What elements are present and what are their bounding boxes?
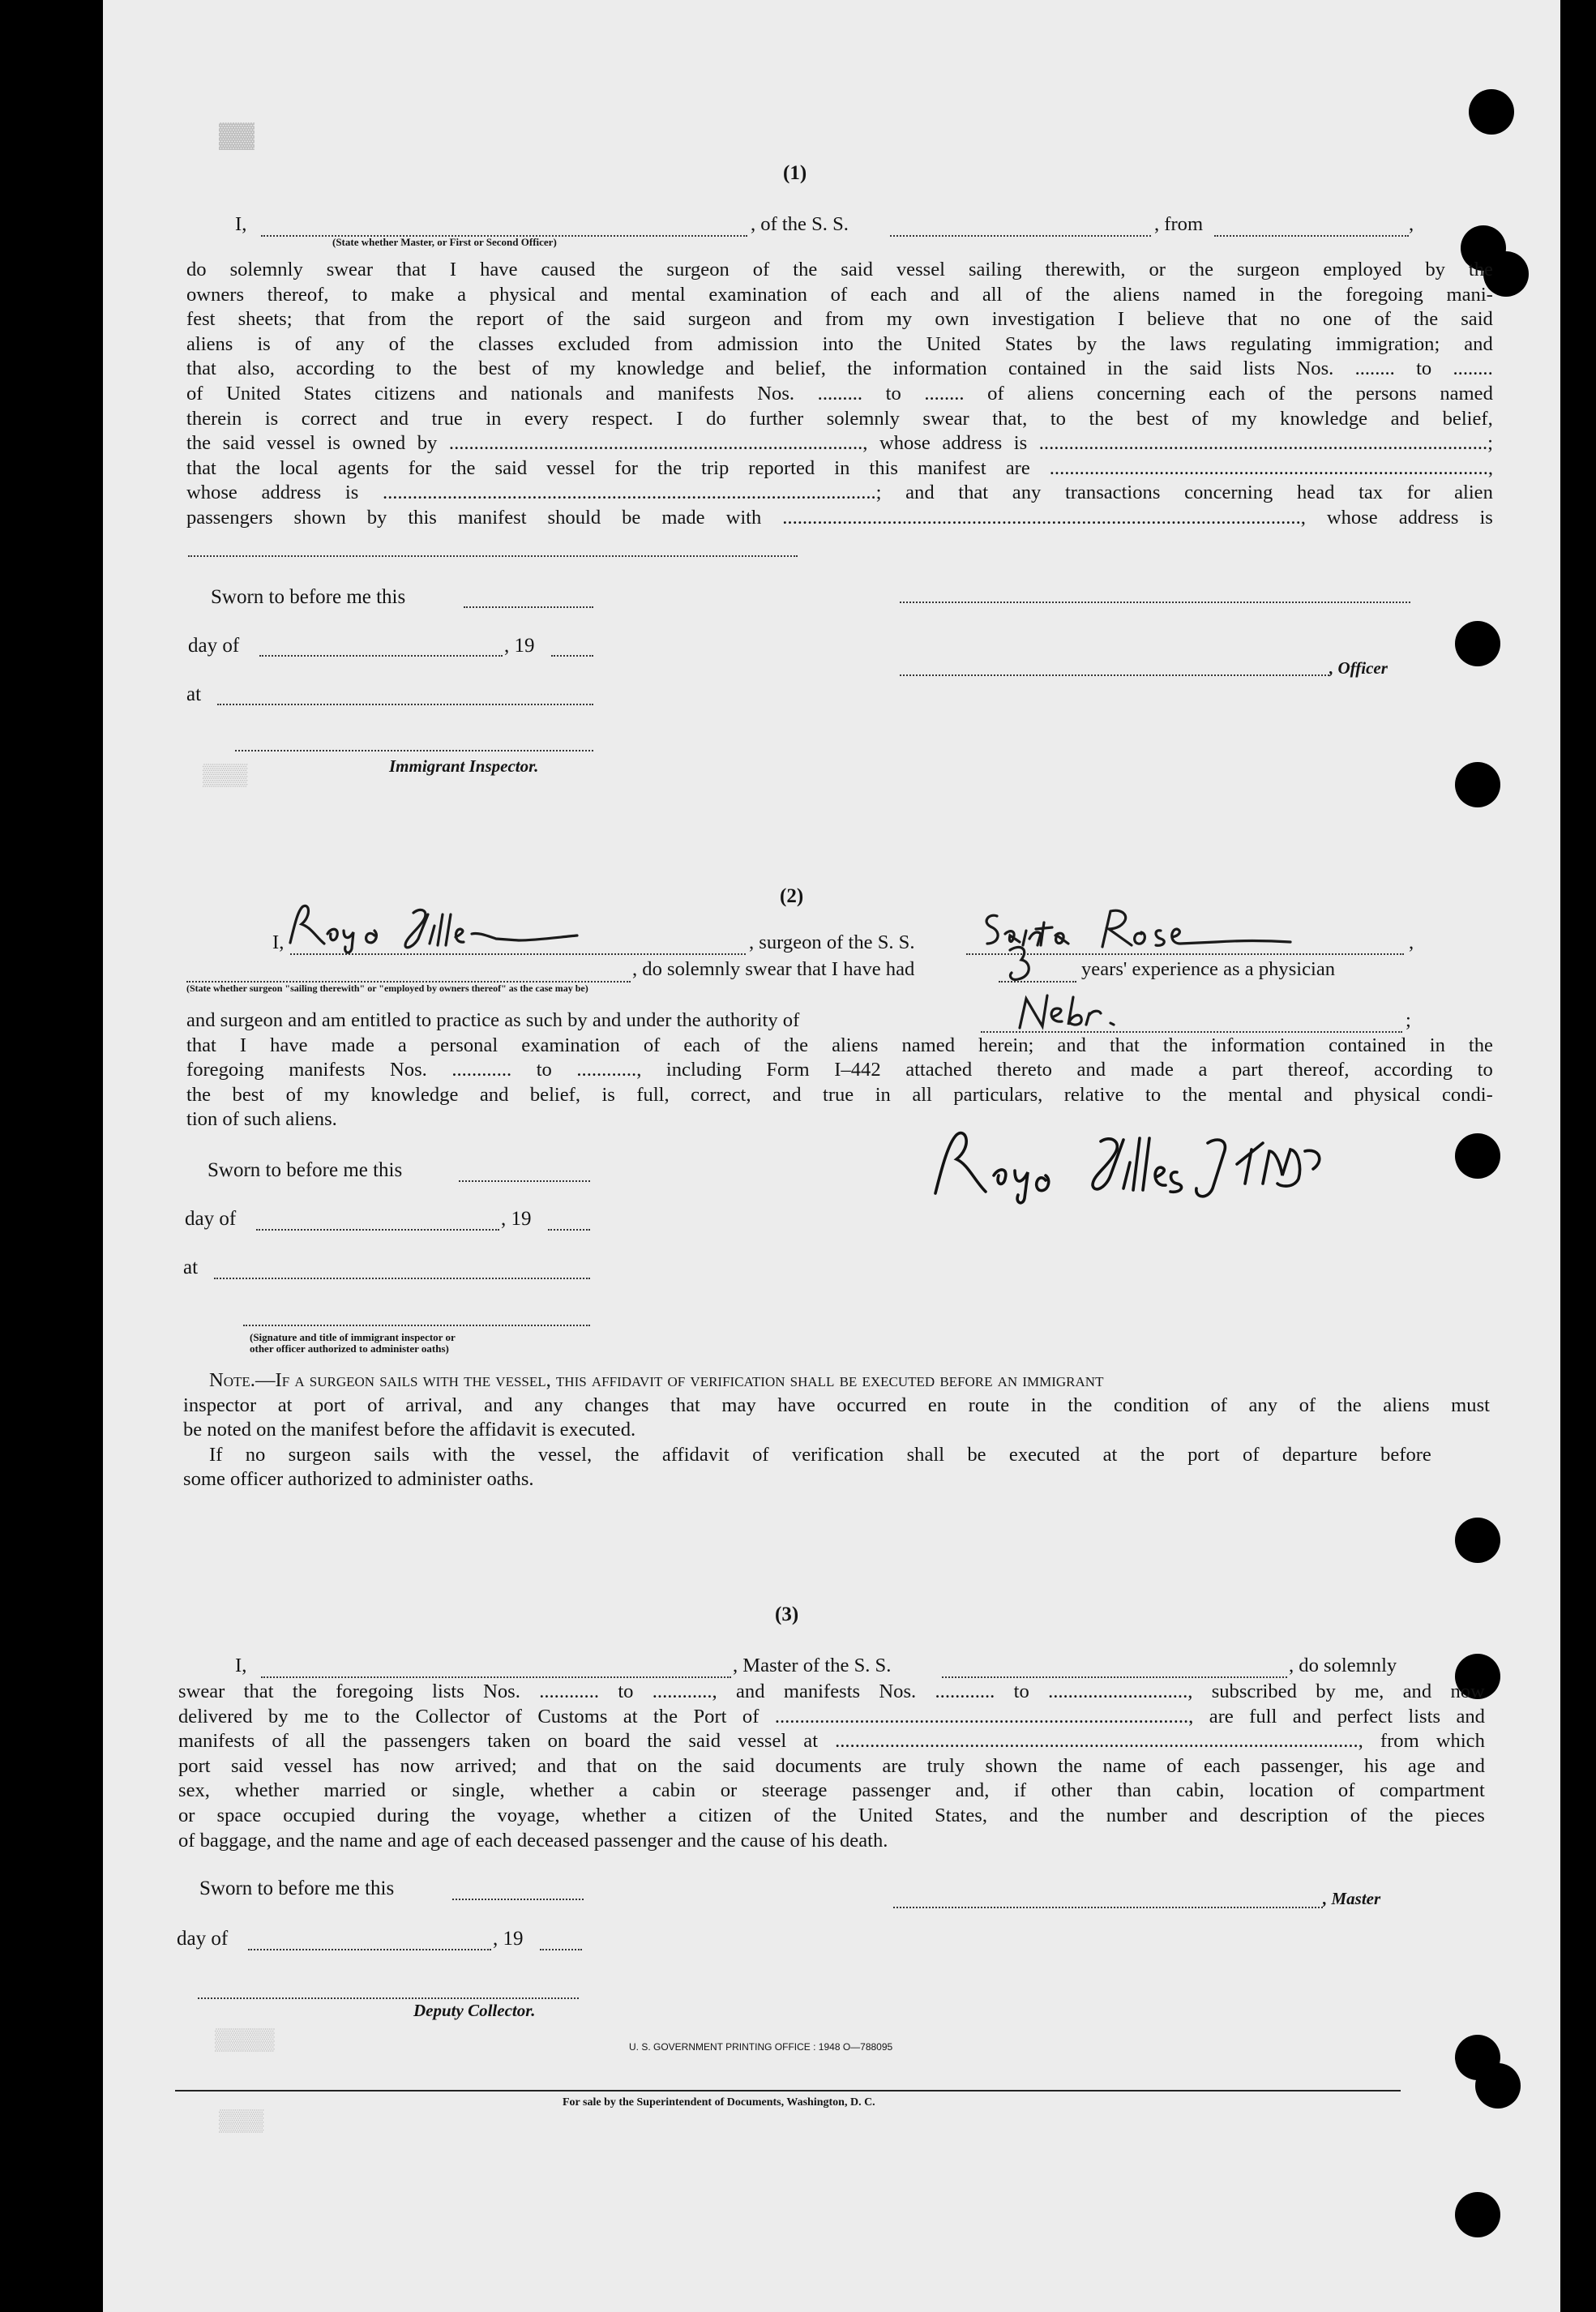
at-place-field[interactable] [214,1278,590,1279]
bleed-through-mark: ▒▒▒ [219,2108,264,2132]
paragraph-line: tion of such aliens. [186,1108,337,1131]
from-port-field[interactable] [1214,235,1409,237]
section-2-i: I, [272,931,285,953]
section-3-paragraph [178,1680,1485,1853]
master-of-ss-label: , Master of the S. S. [733,1655,892,1676]
signature-caption-line-1: (Signature and title of immigrant inspector or [250,1331,456,1343]
handwritten-surgeon-name [284,898,592,955]
paragraph-line: do solemnly swear that I have caused the surgeon of the said vessel sailing therewith, or the surgeon employed by the [186,259,1493,280]
punch-hole [1455,1518,1500,1563]
officer-caption: (State whether Master, or First or Second Officer) [332,236,557,248]
master-name-field[interactable] [261,1676,731,1678]
paragraph-line: or space occupied during the voyage, whether a citizen of the United States, and the number and description of the pieces [178,1804,1485,1826]
note-line: If no surgeon sails with the vessel, the affidavit of verification shall be executed at the port of departure before [209,1443,1431,1466]
of-ss-label: , of the S. S. [751,213,849,235]
day-of-label: day of [185,1208,237,1230]
printing-office-imprint: U. S. GOVERNMENT PRINTING OFFICE : 1948 O—788095 [629,2041,893,2053]
from-label: , from [1154,213,1204,235]
punch-hole [1469,89,1514,135]
master-signature-field[interactable] [893,1907,1323,1908]
deputy-signature-field[interactable] [198,1997,579,1999]
section-1-paragraph [186,258,1493,531]
paragraph-line: swear that the foregoing lists Nos. ............ to ............, and manifests Nos. ............ to ............................, subscribed by me, and now [178,1680,1485,1702]
line-end-comma: , [1409,213,1414,235]
section-1-number: (1) [783,162,807,184]
section-2-paragraph [186,1008,1493,1132]
paragraph-line: port said vessel has now arrived; and that on the said documents are truly shown the name of each passenger, his age and [178,1754,1485,1777]
head-tax-address-field[interactable] [188,555,798,557]
year-field[interactable] [540,1949,582,1950]
punch-hole [1455,1133,1500,1179]
day-of-label: day of [177,1928,229,1950]
note-line: be noted on the manifest before the affidavit is executed. [183,1419,636,1441]
paragraph-line: whose address is ...................................................................................................; and that any transactions concerning head tax for alien [186,482,1493,504]
sworn-date-field[interactable] [452,1899,584,1900]
punch-hole [1455,621,1500,666]
sworn-label: Sworn to before me this [208,1159,403,1181]
years-experience-label: years' experience as a physician [1081,958,1336,980]
line-end-comma: , [1409,931,1414,953]
bleed-through-mark: ▓▓ [219,122,255,148]
do-solemnly-label: , do solemnly [1289,1655,1397,1676]
paragraph-line: sex, whether married or single, whether a cabin or steerage passenger and, if other than cabin, location of compartment [178,1779,1485,1802]
paragraph-line: passengers shown by this manifest should be made with ........................................................................................................, whose address is [186,506,1493,529]
punch-hole [1455,2192,1500,2237]
signature-caption-line-2: other officer authorized to administer oaths) [250,1342,449,1355]
sale-imprint: For sale by the Superintendent of Documents, Washington, D. C. [563,2096,875,2109]
paragraph-line: that also, according to the best of my knowledge and belief, the information contained in the said lists Nos. ........ to ........ [186,358,1493,380]
inspector-label: Immigrant Inspector. [389,756,539,776]
swear-label: , do solemnly swear that I have had [632,958,915,980]
note-text: Note.—If a surgeon sails with the vessel, this affidavit of verification shall be executed before an immigrant [209,1369,1104,1391]
deputy-label: Deputy Collector. [413,2001,536,2020]
note-line: some officer authorized to administer oaths. [183,1468,534,1491]
day-field[interactable] [248,1949,491,1950]
year-field[interactable] [551,655,593,657]
at-label: at [186,683,202,705]
authority-text: and surgeon and am entitled to practice as such by and under the authority of [186,1009,800,1031]
note-paragraph [183,1368,1490,1492]
authority-semicolon: ; [1406,1009,1411,1031]
section-2-number: (2) [780,885,804,907]
sworn-date-field[interactable] [464,606,593,608]
handwritten-years [1002,940,1042,984]
paragraph-line: of baggage, and the name and age of each deceased passenger and the cause of his death. [178,1829,888,1852]
paragraph-line: manifests of all the passengers taken on board the said vessel at ........................................................................................................., from which [178,1730,1485,1753]
year-label: , 19 [504,635,535,657]
bleed-through-mark: ▒▒▒▒ [215,2027,275,2051]
inspector-signature-field[interactable] [235,750,593,751]
inspector-signature-field[interactable] [243,1325,590,1326]
paragraph-line: foregoing manifests Nos. ............ to ............, including Form I–442 attached thereto and made a part thereof, according to [186,1059,1493,1081]
master-label: , Master [1323,1889,1381,1908]
year-label: , 19 [501,1208,532,1230]
surgeon-signature [924,1119,1410,1216]
paragraph-line: aliens is of any of the classes excluded from admission into the United States by the laws regulating immigration; and [186,332,1493,355]
paragraph-line [186,1008,1493,1034]
officer-signature-field[interactable] [900,602,1410,603]
paragraph-line: fest sheets; that from the report of the said surgeon and from my own investigation I believe that no one of the said [186,308,1493,331]
punch-hole [1475,2063,1521,2109]
paragraph-line: therein is correct and true in every respect. I do further solemnly swear that, to the best of my knowledge and belief, [186,407,1493,430]
day-field[interactable] [259,655,503,657]
paragraph-line: the said vessel is owned by ..................................................................................., whose address is ..........................................................................................; [186,432,1493,455]
section-3-i: I, [235,1655,247,1676]
surgeon-status-caption: (State whether surgeon "sailing therewith" or "employed by owners thereof" as the case may be) [186,983,588,994]
sworn-label: Sworn to before me this [199,1877,395,1899]
officer-title-line[interactable] [900,674,1329,676]
paragraph-line: that the local agents for the said vessel for the trip reported in this manifest are ........................................................................................, [186,456,1493,479]
year-field[interactable] [548,1229,590,1231]
day-of-label: day of [188,635,240,657]
punch-hole [1455,762,1500,807]
paragraph-line: the best of my knowledge and belief, is full, correct, and true in all particulars, relative to the mental and physical condi- [186,1083,1493,1106]
note-line: inspector at port of arrival, and any changes that may have occurred en route in the condition of any of the aliens must [183,1394,1490,1416]
section-1-i: I, [235,213,247,235]
sworn-date-field[interactable] [459,1180,590,1182]
officer-label: , Officer [1329,658,1388,678]
sworn-label: Sworn to before me this [211,586,406,608]
note-line [183,1368,1431,1394]
day-field[interactable] [256,1229,499,1231]
bleed-through-mark: ▒▒▒ [203,762,248,786]
surgeon-of-ss-label: , surgeon of the S. S. [749,931,915,953]
at-label: at [183,1257,199,1278]
master-ship-field[interactable] [942,1676,1287,1678]
at-place-field[interactable] [217,704,593,705]
paragraph-line: of United States citizens and nationals and manifests Nos. ......... to ........ of aliens concerning each of the persons named [186,382,1493,405]
paragraph-line: owners thereof, to make a physical and mental examination of each and all of the aliens named in the foregoing mani- [186,283,1493,306]
paragraph-line: delivered by me to the Collector of Customs at the Port of ..................................................................................., are full and perfect lists and [178,1705,1485,1728]
handwritten-authority [1005,986,1135,1038]
footer-rule [175,2090,1401,2092]
section-3-number: (3) [775,1603,799,1625]
year-label: , 19 [493,1928,524,1950]
ship-name-field[interactable] [890,235,1151,237]
paragraph-line: that I have made a personal examination of each of the aliens named herein; and that the information contained in the [186,1034,1493,1056]
